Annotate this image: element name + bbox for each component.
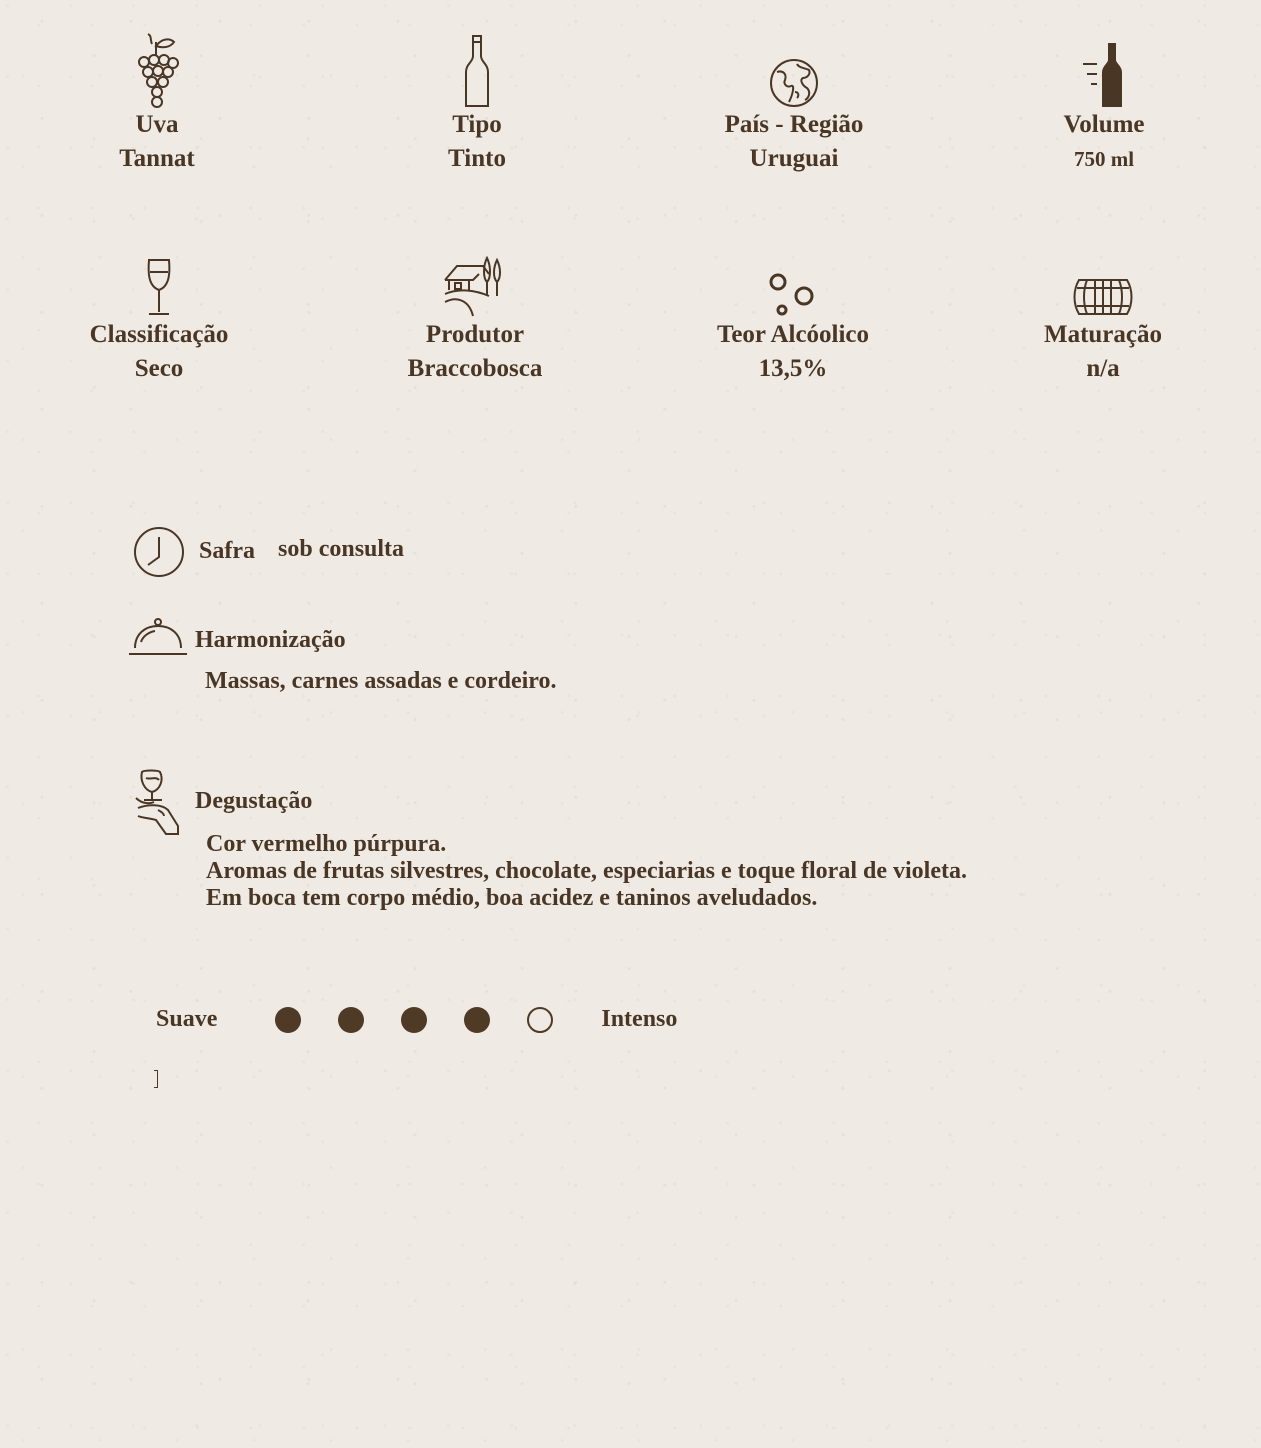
spec-volume: [984, 32, 1224, 176]
grape-icon: [37, 32, 277, 108]
intensity-dot-filled: [338, 1007, 364, 1033]
spec-label: País - Região: [724, 111, 864, 138]
spec-produtor: [355, 242, 595, 386]
clock-icon: [132, 525, 186, 584]
wine-glass-icon: [39, 242, 279, 318]
intensity-min-label: Suave: [156, 1006, 218, 1032]
barrel-icon: [983, 242, 1223, 318]
intensity-dot-empty: [527, 1007, 553, 1033]
safra-value: sob consulta: [278, 536, 405, 562]
degustacao-title: Degustação: [195, 788, 313, 814]
spec-label: Produtor: [425, 321, 525, 348]
bubbles-icon: [673, 242, 913, 318]
tasting-glass-icon: [134, 768, 182, 841]
spec-label: Maturação: [1043, 321, 1163, 348]
harmonizacao-text: Massas, carnes assadas e cordeiro.: [205, 668, 557, 694]
spec-value: Tinto: [448, 145, 506, 172]
degustacao-line-3: Em boca tem corpo médio, boa acidez e taninos aveludados.: [206, 885, 818, 911]
intensity-scale: [156, 1006, 677, 1033]
safra-label: Safra: [199, 538, 255, 564]
spec-tipo: [357, 32, 597, 176]
intensity-dot-filled: [401, 1007, 427, 1033]
winery-icon: [355, 242, 595, 318]
spec-classificacao: [39, 242, 279, 386]
filled-bottle-icon: [984, 32, 1224, 108]
spec-label: Uva: [135, 111, 179, 138]
spec-label: Volume: [1063, 111, 1145, 138]
harmonizacao-title: Harmonização: [195, 627, 346, 653]
spec-value: 750 ml: [1073, 147, 1135, 171]
spec-teor: [673, 242, 913, 386]
degustacao-line-2: Aromas de frutas silvestres, chocolate, especiarias e toque floral de violeta.: [206, 858, 967, 884]
intensity-max-label: Intenso: [601, 1006, 678, 1032]
bracket-mark: [154, 1070, 158, 1088]
spec-label: Tipo: [452, 111, 502, 138]
spec-value: 13,5%: [758, 355, 828, 382]
spec-value: Uruguai: [749, 145, 839, 172]
spec-label: Classificação: [89, 321, 229, 348]
globe-icon: [674, 32, 914, 108]
degustacao-line-1: Cor vermelho púrpura.: [206, 831, 447, 857]
spec-pais: [674, 32, 914, 176]
spec-value: Seco: [134, 355, 184, 382]
intensity-dots: [275, 1007, 553, 1033]
spec-value: Tannat: [119, 145, 195, 172]
wine-bottle-icon: [357, 32, 597, 108]
intensity-dot-filled: [275, 1007, 301, 1033]
spec-uva: [37, 32, 277, 176]
intensity-dot-filled: [464, 1007, 490, 1033]
spec-value: Braccobosca: [407, 355, 543, 382]
spec-value: n/a: [1086, 355, 1120, 382]
spec-label: Teor Alcóolico: [716, 321, 870, 348]
cloche-icon: [127, 616, 189, 663]
spec-maturacao: [983, 242, 1223, 386]
